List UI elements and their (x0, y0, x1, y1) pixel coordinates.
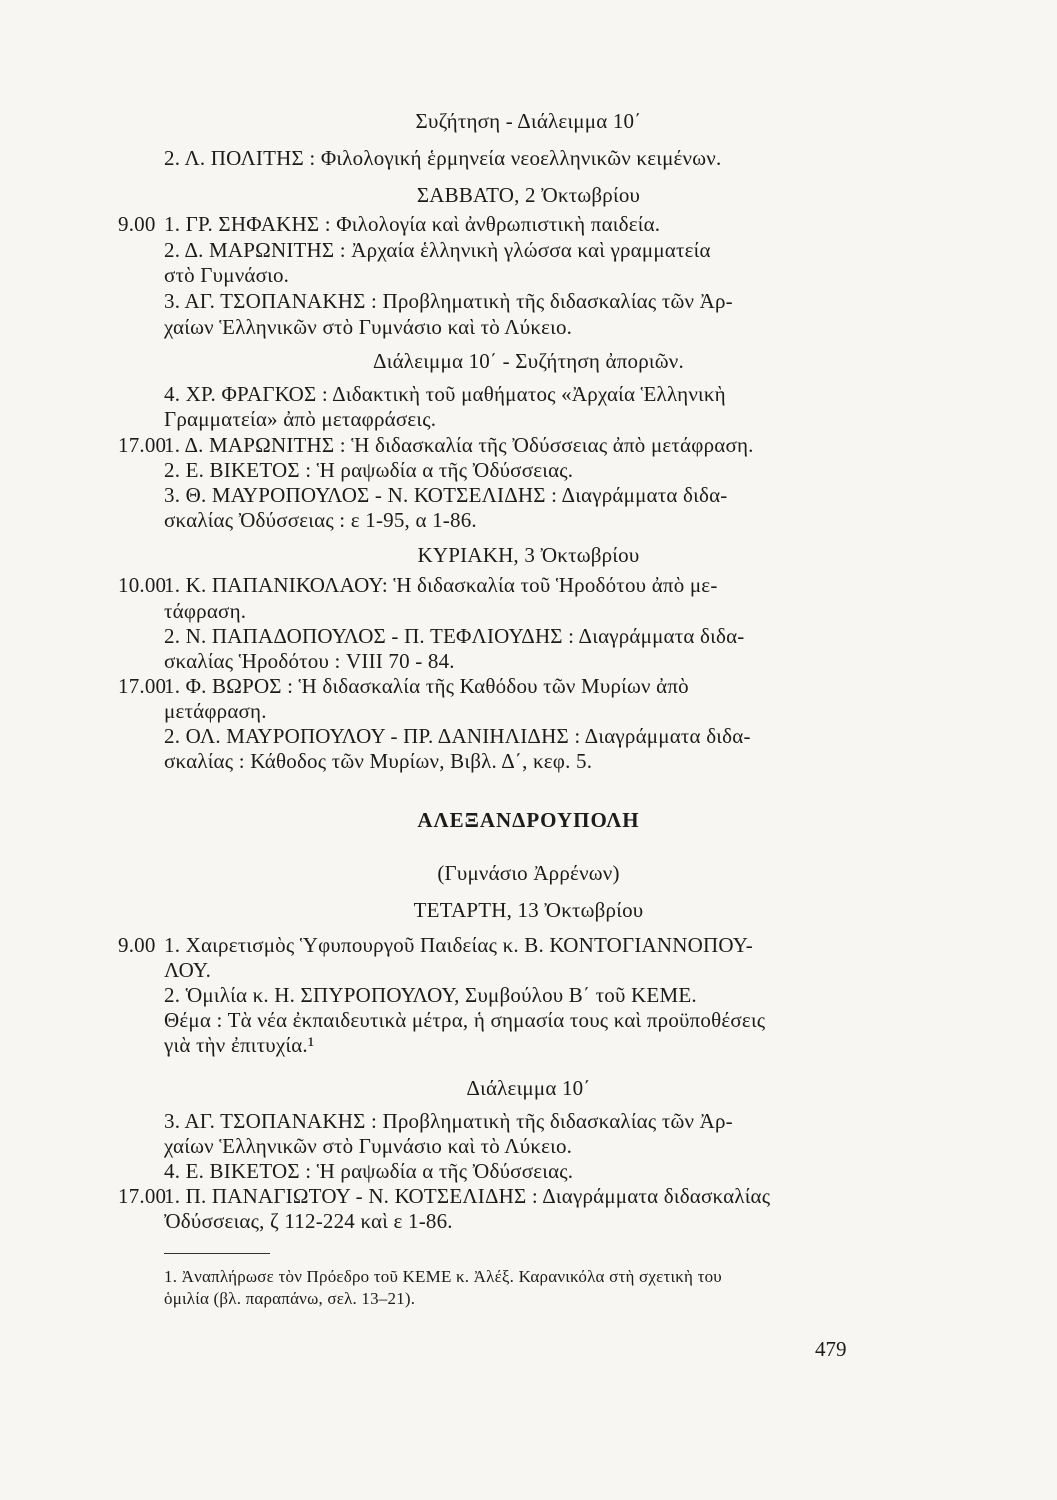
program-item-continued: σκαλίας Ὀδύσσειας : ε 1-95, α 1-86. (164, 508, 477, 532)
program-item-continued: Ὀδύσσειας, ζ 112-224 καὶ ε 1-86. (164, 1209, 453, 1233)
program-item: 2. Ὁμιλία κ. Η. ΣΠΥΡΟΠΟΥΛΟΥ, Συμβούλου Β΄ τοῦ ΚΕΜΕ. (164, 983, 697, 1007)
program-item: 4. ΧΡ. ΦΡΑΓΚΟΣ : Διδακτικὴ τοῦ μαθήματος «Ἀρχαία Ἑλληνικὴ (164, 382, 726, 406)
city-heading: ΑΛΕΞΑΝΔΡΟΥΠΟΛΗ (417, 808, 640, 832)
venue-heading: (Γυμνάσιο Ἀρρένων) (437, 861, 620, 885)
program-item: 3. ΑΓ. ΤΣΟΠΑΝΑΚΗΣ : Προβληματικὴ τῆς διδασκαλίας τῶν Ἀρ- (164, 1109, 733, 1133)
session-time: 17.00 (118, 433, 167, 457)
session-time: 9.00 (118, 212, 156, 236)
program-item-continued: τάφραση. (164, 599, 247, 623)
program-item-continued: γιὰ τὴν ἐπιτυχία.¹ (164, 1033, 315, 1057)
day-heading-saturday: ΣΑΒΒΑΤΟ, 2 Ὀκτωβρίου (416, 183, 641, 207)
program-item: 1. Κ. ΠΑΠΑΝΙΚΟΛΑΟΥ: Ἡ διδασκαλία τοῦ Ἡροδότου ἀπὸ με- (164, 573, 718, 597)
program-item-continued: Γραμματεία» ἀπὸ μεταφράσεις. (164, 407, 437, 431)
session-time: 10.00 (118, 573, 167, 597)
program-item: 3. ΑΓ. ΤΣΟΠΑΝΑΚΗΣ : Προβληματικὴ τῆς διδασκαλίας τῶν Ἀρ- (164, 289, 733, 313)
program-item: 4. Ε. ΒΙΚΕΤΟΣ : Ἡ ραψωδία α τῆς Ὀδύσσειας. (164, 1159, 574, 1183)
program-item: 1. ΓΡ. ΣΗΦΑΚΗΣ : Φιλολογία καὶ ἀνθρωπιστικὴ παιδεία. (164, 212, 661, 236)
program-item-continued: σκαλίας : Κάθοδος τῶν Μυρίων, Βιβλ. Δ΄, κεφ. 5. (164, 749, 593, 773)
session-time: 9.00 (118, 933, 156, 957)
program-item: 2. Ε. ΒΙΚΕΤΟΣ : Ἡ ραψωδία α τῆς Ὀδύσσειας. (164, 458, 574, 482)
break-discussion-heading: Συζήτηση - Διάλειμμα 10΄ (415, 109, 642, 133)
session-time: 17.00 (118, 1184, 167, 1208)
program-item: 2. Ν. ΠΑΠΑΔΟΠΟΥΛΟΣ - Π. ΤΕΦΛΙΟΥΔΗΣ : Διαγράμματα διδα- (164, 624, 745, 648)
program-item: 2. ΟΛ. ΜΑΥΡΟΠΟΥΛΟΥ - ΠΡ. ΔΑΝΙΗΛΙΔΗΣ : Διαγράμματα διδα- (164, 724, 751, 748)
program-item: 1. Φ. ΒΩΡΟΣ : Ἡ διδασκαλία τῆς Καθόδου τῶν Μυρίων ἀπὸ (164, 674, 689, 698)
break-heading: Διάλειμμα 10΄ (466, 1076, 591, 1100)
day-heading-wednesday: ΤΕΤΑΡΤΗ, 13 Ὀκτωβρίου (413, 898, 644, 922)
page-number: 479 (815, 1337, 847, 1361)
program-item: 1. Π. ΠΑΝΑΓΙΩΤΟΥ - Ν. ΚΟΤΣΕΛΙΔΗΣ : Διαγράμματα διδασκαλίας (164, 1184, 771, 1208)
footnote-line: ὁμιλία (βλ. παραπάνω, σελ. 13–21). (164, 1289, 416, 1308)
program-item: 2. Δ. ΜΑΡΩΝΙΤΗΣ : Ἀρχαία ἑλληνικὴ γλώσσα καὶ γραμματεία (164, 238, 711, 262)
program-item-continued: στὸ Γυμνάσιο. (164, 263, 290, 287)
day-heading-sunday: ΚΥΡΙΑΚΗ, 3 Ὀκτωβρίου (417, 543, 640, 567)
program-item: 3. Θ. ΜΑΥΡΟΠΟΥΛΟΣ - Ν. ΚΟΤΣΕΛΙΔΗΣ : Διαγράμματα διδα- (164, 483, 728, 507)
footnote-separator (164, 1253, 270, 1254)
session-time: 17.00 (118, 674, 167, 698)
footnote-line: 1. Ἀναπλήρωσε τὸν Πρόεδρο τοῦ ΚΕΜΕ κ. Ἀλέξ. Καρανικόλα στὴ σχετικὴ του (164, 1267, 722, 1286)
program-item-continued: μετάφραση. (164, 699, 267, 723)
program-item: 2. Λ. ΠΟΛΙΤΗΣ : Φιλολογική ἑρμηνεία νεοελληνικῶν κειμένων. (164, 146, 722, 170)
program-item: 1. Δ. ΜΑΡΩΝΙΤΗΣ : Ἡ διδασκαλία τῆς Ὀδύσσειας ἀπὸ μετάφραση. (164, 433, 754, 457)
program-item-continued: ΛΟΥ. (164, 958, 212, 982)
program-item-continued: χαίων Ἑλληνικῶν στὸ Γυμνάσιο καὶ τὸ Λύκειο. (164, 315, 573, 339)
program-item-continued: σκαλίας Ἡροδότου : VIII 70 - 84. (164, 649, 455, 673)
program-item: 1. Χαιρετισμὸς Ὑφυπουργοῦ Παιδείας κ. Β. ΚΟΝΤΟΓΙΑΝΝΟΠΟΥ- (164, 933, 753, 957)
break-heading: Διάλειμμα 10΄ - Συζήτηση ἀποριῶν. (373, 349, 684, 373)
program-item-continued: Θέμα : Τὰ νέα ἐκπαιδευτικὰ μέτρα, ἡ σημασία τους καὶ προϋποθέσεις (164, 1008, 766, 1032)
program-item-continued: χαίων Ἑλληνικῶν στὸ Γυμνάσιο καὶ τὸ Λύκειο. (164, 1134, 573, 1158)
